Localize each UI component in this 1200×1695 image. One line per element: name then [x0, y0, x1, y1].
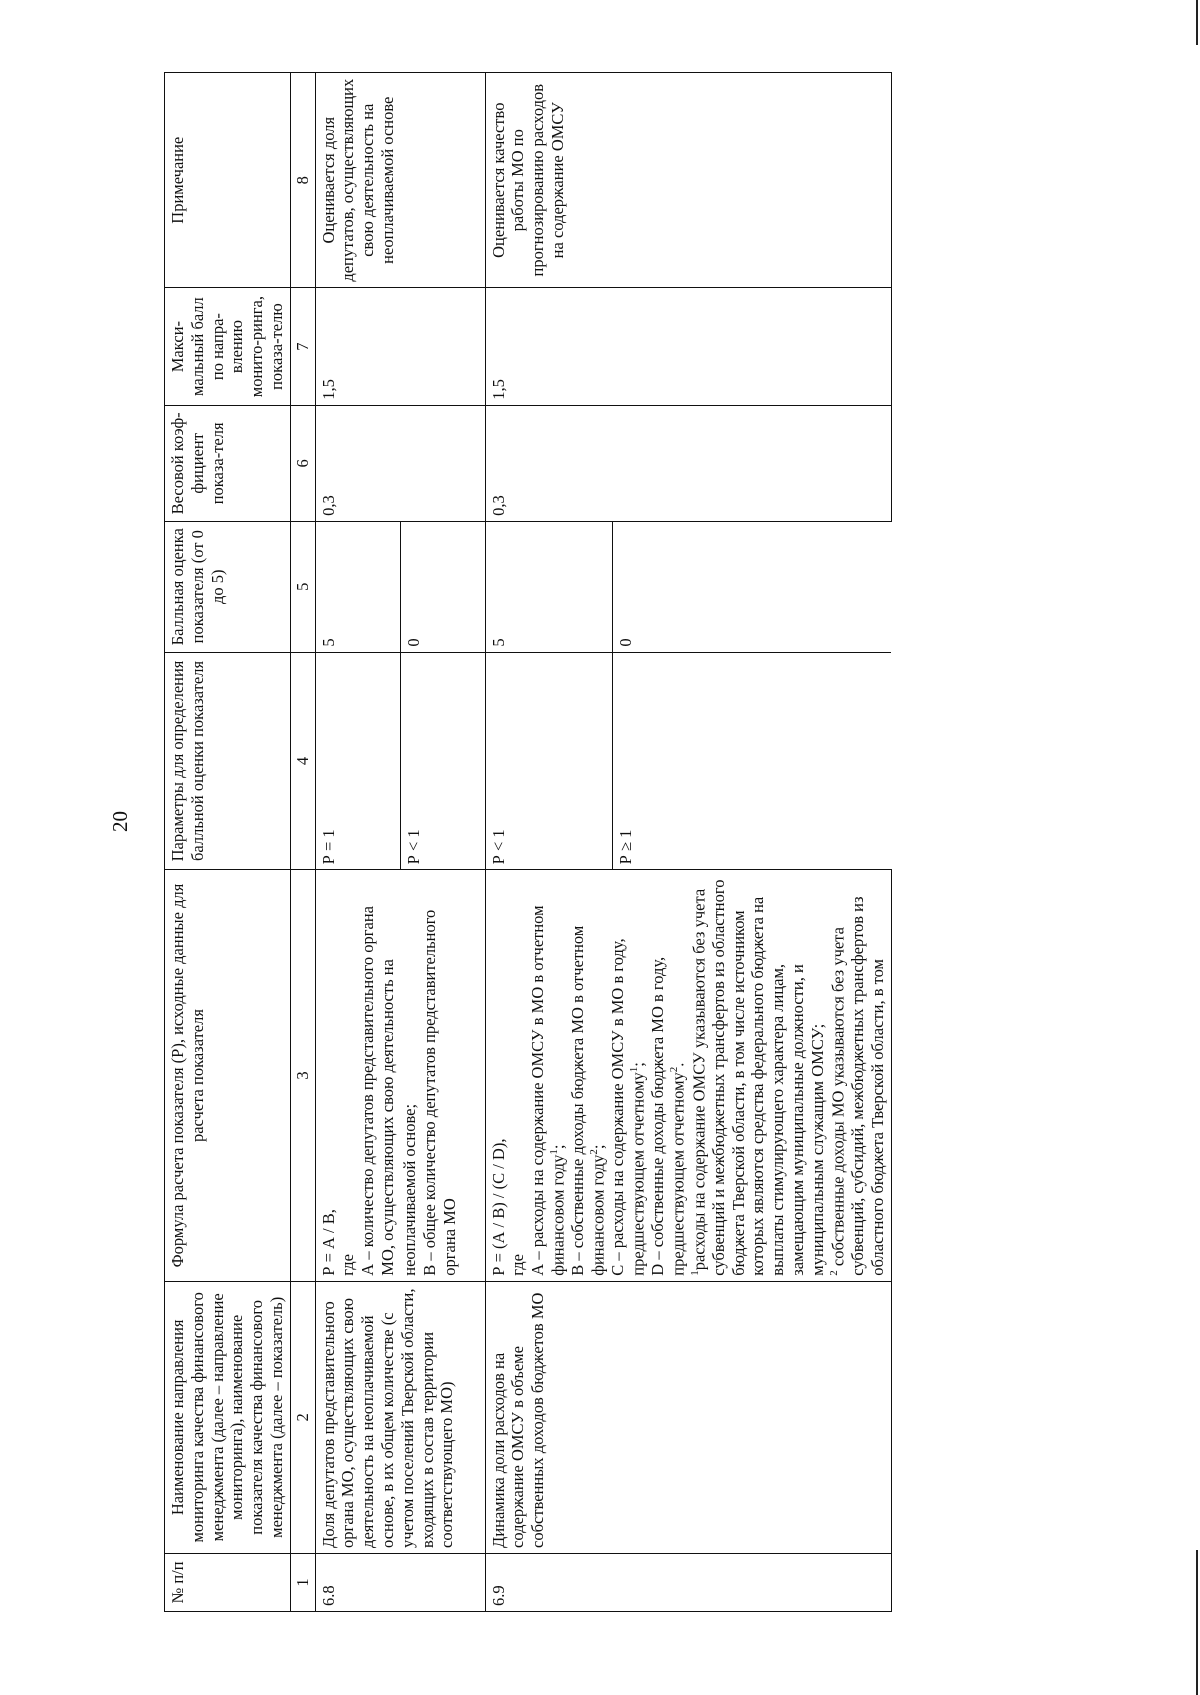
weight-cell: 0,3 — [485, 405, 891, 521]
column-number: 8 — [290, 73, 315, 288]
indicator-name: Динамика доли расходов на содержание ОМСУ в объеме собственных доходов бюджетов МО — [485, 1281, 891, 1553]
formula-var-b: В – общее количество депутатов представительного органа МО — [419, 909, 459, 1276]
formula-var-a: А – расходы на содержание ОМСУ в МО в отчетном финансовом году$^1$; — [528, 905, 568, 1276]
column-numbers-row — [290, 73, 315, 1612]
header-weight: Весовой коэф-фициент показа-теля — [165, 405, 291, 521]
parameter-cell: Р ≥ 1 — [612, 652, 891, 870]
row-number: 6.9 — [485, 1553, 891, 1611]
parameter-cell: Р < 1 — [400, 652, 485, 870]
column-number: 1 — [290, 1553, 315, 1611]
formula-cell — [400, 870, 485, 1281]
document-sheet — [164, 72, 1036, 1612]
header-row — [165, 73, 291, 1612]
monitoring-table — [164, 72, 892, 1612]
header-num: № п/п — [165, 1553, 291, 1611]
header-note: Примечание — [165, 73, 291, 288]
header-parameters: Параметры для определения балльной оценки показателя — [165, 652, 291, 870]
note-cell: Оценивается доля депутатов, осуществляющих свою деятельность на неоплачиваемой основе — [315, 73, 485, 288]
row-number: 6.8 — [315, 1553, 485, 1611]
column-number: 4 — [290, 652, 315, 870]
column-number: 5 — [290, 521, 315, 652]
score-cell: 0 — [400, 521, 485, 652]
footnote-1-text: расходы на содержание ОМСУ указываются без учета субвенций и межбюджетных трансфертов из областного бюджета Тверской области, в том числе источником которых являются средства федерального бюджета на выплаты стимулирующего характера лицам, замещающим муниципальные должности, и муниципальным служащим ОМСУ; — [689, 879, 827, 1276]
footnote-2-text: собственные доходы МО указываются без учета субвенций, субсидий, межбюджетных трансфертов из областного бюджета Тверской области, в том — [828, 896, 887, 1276]
formula-var-d: D – собственные доходы бюджета МО в году, предшествующем отчетному$^2$. — [648, 956, 688, 1276]
header-max-score: Макси-мальный балл по напра-влению монито-ринга, показа-телю — [165, 288, 291, 405]
max-score-cell: 1,5 — [485, 288, 891, 405]
formula-where: где — [338, 1254, 358, 1276]
scan-edge-mark-top — [1196, 0, 1198, 45]
table-row — [315, 73, 400, 1612]
column-number: 6 — [290, 405, 315, 521]
formula-cell — [485, 870, 891, 1281]
note-cell: Оценивается качество работы МО по прогнозированию расходов на содержание ОМСУ — [485, 73, 891, 288]
indicator-name: Доля депутатов представительного органа МО, осуществляющих свою деятельность на неоплачиваемой основе, в их общем количестве (с учетом поселений Тверской области, входящих в состав территории соответствующего МО) — [315, 1281, 485, 1553]
formula-expression: Р = (А / В) / (С / D), — [488, 1138, 508, 1276]
formula-where: где — [508, 1254, 528, 1276]
formula-var-b: В – собственные доходы бюджета МО в отчетном финансовом году$^2$; — [568, 925, 608, 1276]
score-cell: 0 — [612, 521, 891, 652]
formula-var-a-cont: неоплачиваемой основе; — [400, 1103, 420, 1276]
formula-expression: Р = А / В, — [318, 1209, 338, 1276]
column-number: 7 — [290, 288, 315, 405]
header-direction-name: Наименование направления мониторинга качества финансового менеджмента (далее – направление мониторинга), наименование показателя качества финансового менеджмента (далее – показатель) — [165, 1281, 291, 1553]
column-number: 3 — [290, 870, 315, 1281]
formula-var-a-text: А – расходы на содержание ОМСУ в МО в отчетном финансовом году — [528, 905, 568, 1276]
scan-edge-mark-bottom — [1196, 1550, 1198, 1695]
formula-var-b-text: В – собственные доходы бюджета МО в отчетном финансовом году — [568, 925, 608, 1276]
footnote-2: $^2$ собственные доходы МО указываются без учета субвенций, субсидий, межбюджетных трансфертов из областного бюджета Тверской области, в том — [827, 896, 887, 1276]
max-score-cell: 1,5 — [315, 288, 485, 405]
parameter-cell: Р < 1 — [485, 652, 612, 870]
table-row — [485, 73, 612, 1612]
formula-cell — [315, 870, 400, 1281]
formula-var-a: А – количество депутатов представительного органа МО, осуществляющих свою деятельность на — [358, 906, 397, 1276]
formula-var-c: С – расходы на содержание ОМСУ в МО в году, предшествующем отчетному$^1$; — [608, 938, 648, 1276]
formula-var-c-text: С – расходы на содержание ОМСУ в МО в году, предшествующем отчетному — [608, 938, 648, 1276]
page-number: 20 — [108, 811, 132, 832]
footnote-1: $^1$расходы на содержание ОМСУ указываются без учета субвенций и межбюджетных трансфертов из областного бюджета Тверской области, в том числе источником которых являются средства федерального бюджета на выплаты стимулирующего характера лицам, замещающим муниципальные должности, и муниципальным служащим ОМСУ; — [688, 879, 827, 1276]
header-formula: Формула расчета показателя (Р), исходные данные для расчета показателя — [165, 870, 291, 1281]
score-cell: 5 — [485, 521, 612, 652]
header-score: Балльная оценка показателя (от 0 до 5) — [165, 521, 291, 652]
column-number: 2 — [290, 1281, 315, 1553]
parameter-cell: Р = 1 — [315, 652, 400, 870]
weight-cell: 0,3 — [315, 405, 485, 521]
score-cell: 5 — [315, 521, 400, 652]
formula-var-d-text: D – собственные доходы бюджета МО в году, предшествующем отчетному — [648, 956, 688, 1276]
